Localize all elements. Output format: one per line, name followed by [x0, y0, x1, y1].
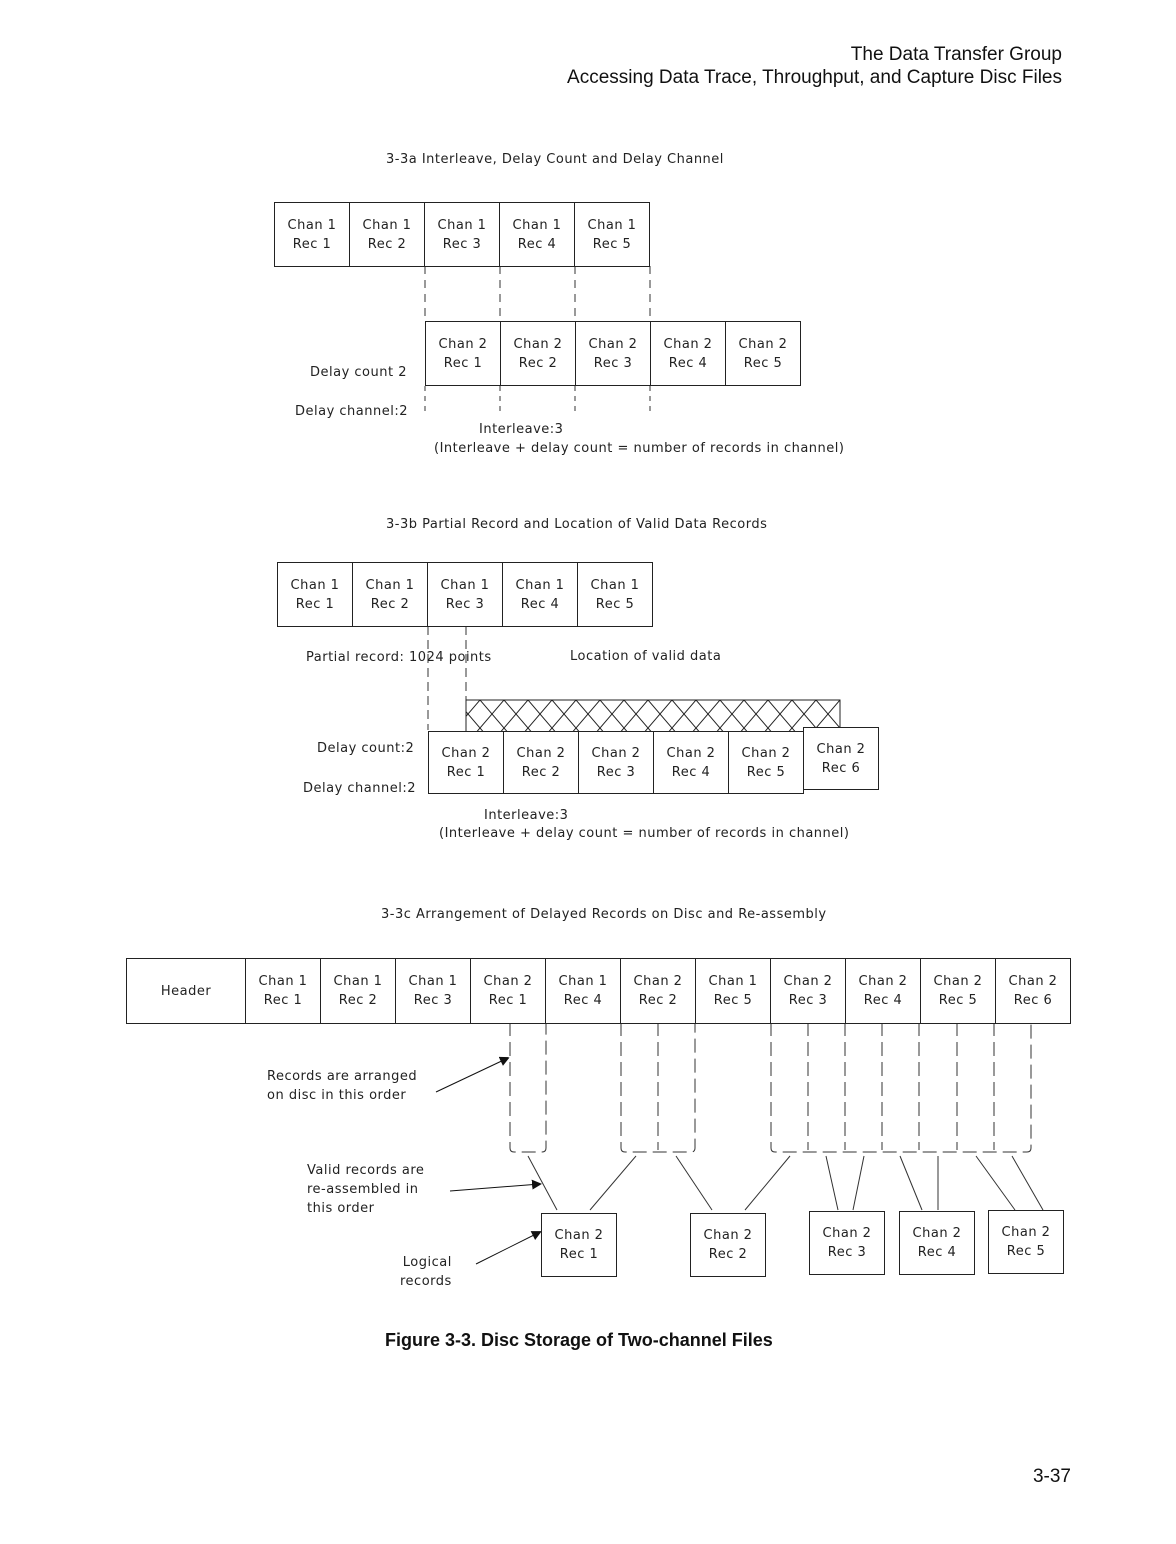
disc-record-cell [995, 958, 1071, 1024]
logical-record-chan-label: Chan 2 [554, 1228, 604, 1243]
diagram-b-chan2-cell [803, 727, 879, 790]
disc-record-rec-label: Rec 5 [713, 993, 753, 1008]
disc-header-label: Header [160, 983, 212, 999]
note-arranged-line: on disc in this order [267, 1088, 407, 1103]
diagram-b-chan2-cell [578, 731, 654, 794]
diagram-b-chan2-cell [503, 731, 579, 794]
diagram-b-chan1-cell [277, 562, 353, 627]
logical-record-cell [988, 1210, 1064, 1274]
diagram-b-chan1-cell [427, 562, 503, 627]
diagram-b-caption: 3-3b Partial Record and Location of Valid Data Records [386, 517, 768, 532]
note-logical-records [400, 1253, 452, 1291]
disc-record-cell [320, 958, 396, 1024]
diagram-b-chan1-cell [502, 562, 578, 627]
disc-record-cell [920, 958, 996, 1024]
diagram-a-chan2-chan-label: Chan 2 [513, 336, 563, 352]
diagram-a-chan1-chan-label: Chan 1 [437, 217, 487, 233]
diagram-b-chan1-rec-label: Rec 5 [595, 596, 635, 612]
diagram-b-chan1-cell [577, 562, 653, 627]
diagram-b-chan2-chan-label: Chan 2 [816, 741, 866, 757]
diagram-a-chan2-cell [425, 321, 501, 386]
disc-record-cell [545, 958, 621, 1024]
disc-record-rec-label: Rec 5 [938, 993, 978, 1008]
section-subtitle: Accessing Data Trace, Throughput, and Capture Disc Files [567, 67, 1062, 88]
disc-record-rec-label: Rec 2 [338, 993, 378, 1008]
diagram-b-chan1-chan-label: Chan 1 [365, 577, 415, 593]
diagram-a-chan1-chan-label: Chan 1 [587, 217, 637, 233]
diagram-b-guides [428, 626, 840, 732]
diagram-b-chan2-cell [653, 731, 729, 794]
note-arranged-order [267, 1067, 417, 1105]
diagram-a-delay-channel: Delay channel:2 [295, 404, 409, 419]
disc-record-cell [695, 958, 771, 1024]
disc-record-cell [620, 958, 696, 1024]
diagram-a-chan2-chan-label: Chan 2 [438, 336, 488, 352]
diagram-a-chan1-chan-label: Chan 1 [362, 217, 412, 233]
logical-record-rec-label: Rec 1 [559, 1247, 599, 1262]
diagram-b-chan2-rec-label: Rec 4 [671, 764, 711, 780]
page-number: 3-37 [1032, 1466, 1071, 1487]
figure-caption: Figure 3-3. Disc Storage of Two-channel Files [385, 1330, 773, 1350]
diagram-b-chan1-rec-label: Rec 4 [520, 596, 560, 612]
diagram-a-chan2-rec-label: Rec 3 [593, 355, 633, 371]
logical-record-chan-label: Chan 2 [703, 1228, 753, 1243]
diagram-a-chan1-chan-label: Chan 1 [287, 217, 337, 233]
logical-record-chan-label: Chan 2 [912, 1226, 962, 1241]
disc-record-cell [470, 958, 546, 1024]
diagram-b-chan2-rec-label: Rec 6 [821, 760, 861, 776]
disc-record-rec-label: Rec 1 [263, 993, 303, 1008]
diagram-b-chan2-chan-label: Chan 2 [441, 745, 491, 761]
disc-record-chan-label: Chan 2 [858, 974, 908, 989]
diagram-a-chan1-rec-label: Rec 5 [592, 236, 632, 252]
disc-record-rec-label: Rec 3 [788, 993, 828, 1008]
disc-record-rec-label: Rec 4 [863, 993, 903, 1008]
diagram-b-interleave: Interleave:3 [484, 808, 569, 823]
disc-record-chan-label: Chan 1 [708, 974, 758, 989]
diagram-c-caption: 3-3c Arrangement of Delayed Records on Disc and Re-assembly [381, 907, 827, 922]
diagram-b-chan1-rec-label: Rec 1 [295, 596, 335, 612]
diagram-a-chan1-rec-label: Rec 4 [517, 236, 557, 252]
diagram-a-chan1-cell [274, 202, 350, 267]
diagram-a-formula: (Interleave + delay count = number of records in channel) [434, 441, 845, 456]
diagram-b-chan2-rec-label: Rec 5 [746, 764, 786, 780]
diagram-b-chan2-rec-label: Rec 1 [446, 764, 486, 780]
disc-record-rec-label: Rec 6 [1013, 993, 1053, 1008]
note-logical-line: records [400, 1274, 452, 1289]
logical-record-chan-label: Chan 2 [822, 1226, 872, 1241]
disc-record-chan-label: Chan 1 [258, 974, 308, 989]
logical-record-rec-label: Rec 4 [917, 1245, 957, 1260]
section-title: The Data Transfer Group [850, 44, 1062, 65]
disc-record-cell [770, 958, 846, 1024]
diagram-a-chan2-rec-label: Rec 2 [518, 355, 558, 371]
diagram-b-delay-channel: Delay channel:2 [303, 781, 417, 796]
disc-record-rec-label: Rec 2 [638, 993, 678, 1008]
disc-record-rec-label: Rec 1 [488, 993, 528, 1008]
disc-record-chan-label: Chan 2 [1008, 974, 1058, 989]
disc-record-cell [245, 958, 321, 1024]
disc-record-chan-label: Chan 2 [633, 974, 683, 989]
diagram-b-valid-location: Location of valid data [570, 649, 722, 664]
diagram-b-chan2-rec-label: Rec 3 [596, 764, 636, 780]
diagram-a-chan2-cell [575, 321, 651, 386]
logical-record-rec-label: Rec 2 [708, 1247, 748, 1262]
logical-record-cell [899, 1211, 975, 1275]
diagram-b-chan1-rec-label: Rec 3 [445, 596, 485, 612]
diagram-a-chan2-rec-label: Rec 5 [743, 355, 783, 371]
disc-record-chan-label: Chan 1 [333, 974, 383, 989]
diagram-a-caption: 3-3a Interleave, Delay Count and Delay Channel [386, 152, 724, 167]
diagram-b-partial-record: Partial record: 1024 points [306, 650, 492, 665]
disc-record-chan-label: Chan 1 [408, 974, 458, 989]
diagram-b-chan1-chan-label: Chan 1 [590, 577, 640, 593]
diagram-b-chan2-chan-label: Chan 2 [666, 745, 716, 761]
diagram-a-chan1-cell [574, 202, 650, 267]
diagram-a-chan1-cell [424, 202, 500, 267]
note-valid-line: this order [307, 1201, 375, 1216]
diagram-a-chan2-rec-label: Rec 4 [668, 355, 708, 371]
logical-record-cell [809, 1211, 885, 1275]
disc-record-cell [845, 958, 921, 1024]
disc-record-chan-label: Chan 2 [933, 974, 983, 989]
note-logical-line: Logical [402, 1255, 452, 1270]
disc-record-chan-label: Chan 1 [558, 974, 608, 989]
diagram-b-chan2-cell [428, 731, 504, 794]
logical-record-rec-label: Rec 5 [1006, 1244, 1046, 1259]
logical-record-cell [690, 1213, 766, 1277]
diagram-b-chan1-cell [352, 562, 428, 627]
disc-record-cell [395, 958, 471, 1024]
diagram-a-chan1-rec-label: Rec 3 [442, 236, 482, 252]
diagram-a-chan2-chan-label: Chan 2 [588, 336, 638, 352]
logical-record-chan-label: Chan 2 [1001, 1225, 1051, 1240]
diagram-a-chan1-cell [349, 202, 425, 267]
note-valid-reassembled [307, 1161, 424, 1218]
diagram-a-chan2-cell [500, 321, 576, 386]
diagram-a-chan1-cell [499, 202, 575, 267]
diagram-b-chan2-chan-label: Chan 2 [741, 745, 791, 761]
disc-record-rec-label: Rec 4 [563, 993, 603, 1008]
diagram-a-chan1-chan-label: Chan 1 [512, 217, 562, 233]
diagram-b-chan1-rec-label: Rec 2 [370, 596, 410, 612]
diagram-b-delay-count: Delay count:2 [317, 741, 415, 756]
disc-header-cell [126, 958, 246, 1024]
diagram-b-formula: (Interleave + delay count = number of records in channel) [439, 826, 850, 841]
diagram-b-chan1-chan-label: Chan 1 [290, 577, 340, 593]
diagram-a-chan2-cell [650, 321, 726, 386]
logical-record-rec-label: Rec 3 [827, 1245, 867, 1260]
diagram-a-chan2-rec-label: Rec 1 [443, 355, 483, 371]
diagram-b-chan1-chan-label: Chan 1 [515, 577, 565, 593]
diagram-b-chan2-rec-label: Rec 2 [521, 764, 561, 780]
diagram-b-chan2-chan-label: Chan 2 [591, 745, 641, 761]
diagram-a-chan2-cell [725, 321, 801, 386]
diagram-a-chan2-chan-label: Chan 2 [738, 336, 788, 352]
disc-record-chan-label: Chan 2 [483, 974, 533, 989]
note-valid-line: Valid records are [307, 1163, 425, 1178]
note-arranged-line: Records are arranged [267, 1069, 418, 1084]
diagram-a-chan2-chan-label: Chan 2 [663, 336, 713, 352]
disc-record-rec-label: Rec 3 [413, 993, 453, 1008]
diagram-b-chan2-cell [728, 731, 804, 794]
note-valid-line: re-assembled in [307, 1182, 419, 1197]
diagram-b-chan2-chan-label: Chan 2 [516, 745, 566, 761]
diagram-a-chan1-rec-label: Rec 1 [292, 236, 332, 252]
diagram-a-delay-count: Delay count 2 [310, 365, 407, 380]
diagram-b-chan1-chan-label: Chan 1 [440, 577, 490, 593]
disc-record-chan-label: Chan 2 [783, 974, 833, 989]
diagram-a-interleave: Interleave:3 [479, 422, 564, 437]
diagram-a-chan1-rec-label: Rec 2 [367, 236, 407, 252]
logical-record-cell [541, 1213, 617, 1277]
